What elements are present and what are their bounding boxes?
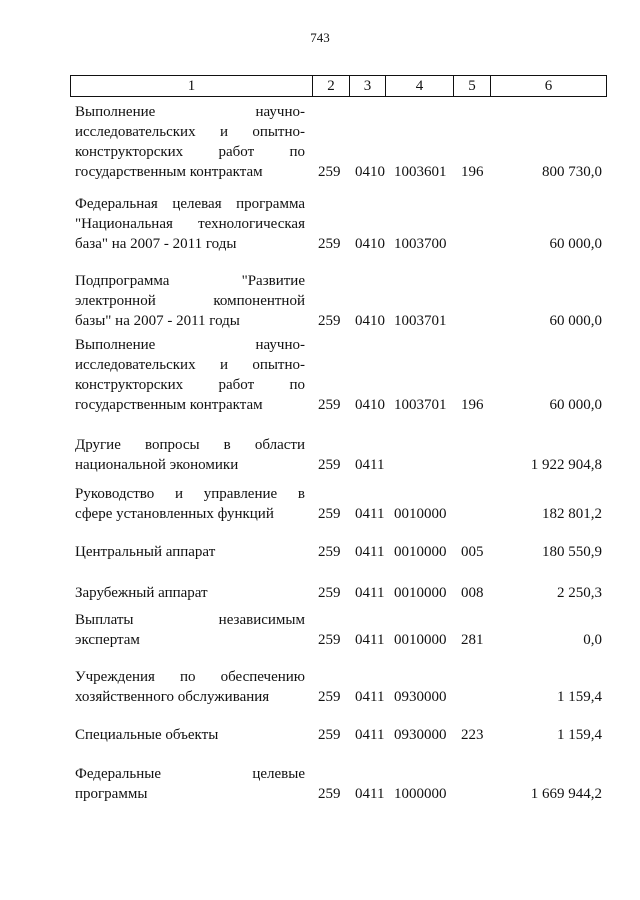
- row-description-line: Центральный аппарат: [75, 544, 216, 560]
- row-description-line: конструкторских работ по: [75, 377, 305, 393]
- row-description-line: национальной экономики: [75, 457, 239, 473]
- row-section-code: 0411: [355, 457, 385, 473]
- row-description-line: исследовательских и опытно-: [75, 124, 305, 140]
- row-description: [75, 764, 305, 804]
- row-ministry-code: 259: [318, 585, 341, 601]
- row-description-line: Федеральная целевая программа: [75, 196, 305, 212]
- row-ministry-code: 259: [318, 506, 341, 522]
- row-ministry-code: 259: [318, 236, 341, 252]
- row-description-line: Зарубежный аппарат: [75, 585, 208, 601]
- table-row: [0, 271, 640, 331]
- row-section-code: 0410: [355, 313, 385, 329]
- row-description-line: государственным контрактам: [75, 397, 263, 413]
- row-description: [75, 484, 305, 524]
- row-description-line: Другие вопросы в области: [75, 437, 305, 453]
- row-description-line: хозяйственного обслуживания: [75, 689, 270, 705]
- header-col-1: 1: [71, 76, 313, 96]
- row-target-code: 0010000: [394, 506, 447, 522]
- row-description: [75, 667, 305, 707]
- row-amount: 60 000,0: [549, 313, 602, 329]
- row-amount: 800 730,0: [542, 164, 602, 180]
- row-description-line: Выполнение научно-: [75, 337, 305, 353]
- row-ministry-code: 259: [318, 164, 341, 180]
- row-expense-type: 008: [461, 585, 484, 601]
- row-description-line: Выполнение научно-: [75, 104, 305, 120]
- row-ministry-code: 259: [318, 689, 341, 705]
- row-amount: 1 922 904,8: [530, 457, 602, 473]
- row-ministry-code: 259: [318, 397, 341, 413]
- row-section-code: 0410: [355, 397, 385, 413]
- row-target-code: 0010000: [394, 585, 447, 601]
- row-description-line: Руководство и управление в: [75, 486, 305, 502]
- row-description: [75, 102, 305, 182]
- row-ministry-code: 259: [318, 727, 341, 743]
- row-expense-type: 005: [461, 544, 484, 560]
- row-ministry-code: 259: [318, 786, 341, 802]
- row-description-line: "Национальная технологическая: [75, 216, 305, 232]
- table-row: [0, 435, 640, 475]
- row-description-line: экспертам: [75, 632, 140, 648]
- row-description: [75, 542, 305, 562]
- row-description-line: Федеральные целевые: [75, 766, 305, 782]
- row-description-line: Подпрограмма "Развитие: [75, 273, 305, 289]
- row-target-code: 0010000: [394, 632, 447, 648]
- table-row: [0, 484, 640, 524]
- row-target-code: 1003700: [394, 236, 447, 252]
- table-row: [0, 335, 640, 415]
- table-row: [0, 725, 640, 745]
- table-header: [70, 75, 607, 97]
- row-section-code: 0411: [355, 689, 385, 705]
- row-description: [75, 194, 305, 254]
- row-ministry-code: 259: [318, 457, 341, 473]
- row-section-code: 0411: [355, 786, 385, 802]
- table-row: [0, 667, 640, 707]
- row-description-line: база" на 2007 - 2011 годы: [75, 236, 237, 252]
- row-description-line: государственным контрактам: [75, 164, 263, 180]
- row-section-code: 0411: [355, 727, 385, 743]
- row-ministry-code: 259: [318, 313, 341, 329]
- header-col-5: 5: [454, 76, 491, 96]
- row-description: [75, 435, 305, 475]
- row-description-line: сфере установленных функций: [75, 506, 274, 522]
- header-col-6: 6: [544, 78, 553, 94]
- table-row: [0, 610, 640, 650]
- row-amount: 1 159,4: [557, 689, 602, 705]
- row-section-code: 0411: [355, 632, 385, 648]
- row-section-code: 0411: [355, 585, 385, 601]
- row-description: [75, 610, 305, 650]
- row-description-line: Специальные объекты: [75, 727, 219, 743]
- row-amount: 2 250,3: [557, 585, 602, 601]
- row-amount: 1 669 944,2: [530, 786, 602, 802]
- row-expense-type: 281: [461, 632, 484, 648]
- row-amount: 60 000,0: [549, 236, 602, 252]
- row-target-code: 0930000: [394, 689, 447, 705]
- row-target-code: 0010000: [394, 544, 447, 560]
- table-row: [0, 102, 640, 182]
- row-target-code: 1003701: [394, 313, 447, 329]
- row-amount: 60 000,0: [549, 397, 602, 413]
- row-target-code: 0930000: [394, 727, 447, 743]
- row-amount: 0,0: [583, 632, 602, 648]
- row-expense-type: 196: [461, 164, 484, 180]
- row-section-code: 0410: [355, 236, 385, 252]
- row-target-code: 1003701: [394, 397, 447, 413]
- header-col-2: 2: [313, 76, 350, 96]
- row-section-code: 0411: [355, 506, 385, 522]
- table-row: [0, 194, 640, 254]
- row-amount: 1 159,4: [557, 727, 602, 743]
- row-description: [75, 725, 305, 745]
- row-description: [75, 271, 305, 331]
- row-expense-type: 223: [461, 727, 484, 743]
- row-amount: 180 550,9: [542, 544, 602, 560]
- row-description-line: электронной компонентной: [75, 293, 305, 309]
- table-row: [0, 542, 640, 562]
- table-row: [0, 764, 640, 804]
- row-description-line: базы" на 2007 - 2011 годы: [75, 313, 240, 329]
- page-number: 743: [310, 30, 330, 45]
- header-col-4: 4: [386, 76, 454, 96]
- row-description-line: программы: [75, 786, 148, 802]
- row-description-line: исследовательских и опытно-: [75, 357, 305, 373]
- row-description-line: конструкторских работ по: [75, 144, 305, 160]
- row-section-code: 0410: [355, 164, 385, 180]
- row-description-line: Выплаты независимым: [75, 612, 305, 628]
- row-target-code: 1003601: [394, 164, 447, 180]
- row-section-code: 0411: [355, 544, 385, 560]
- header-col-3: 3: [350, 76, 386, 96]
- row-description-line: Учреждения по обеспечению: [75, 669, 305, 685]
- table-row: [0, 583, 640, 603]
- row-description: [75, 583, 305, 603]
- row-expense-type: 196: [461, 397, 484, 413]
- row-ministry-code: 259: [318, 544, 341, 560]
- row-ministry-code: 259: [318, 632, 341, 648]
- row-target-code: 1000000: [394, 786, 447, 802]
- row-amount: 182 801,2: [542, 506, 602, 522]
- row-description: [75, 335, 305, 415]
